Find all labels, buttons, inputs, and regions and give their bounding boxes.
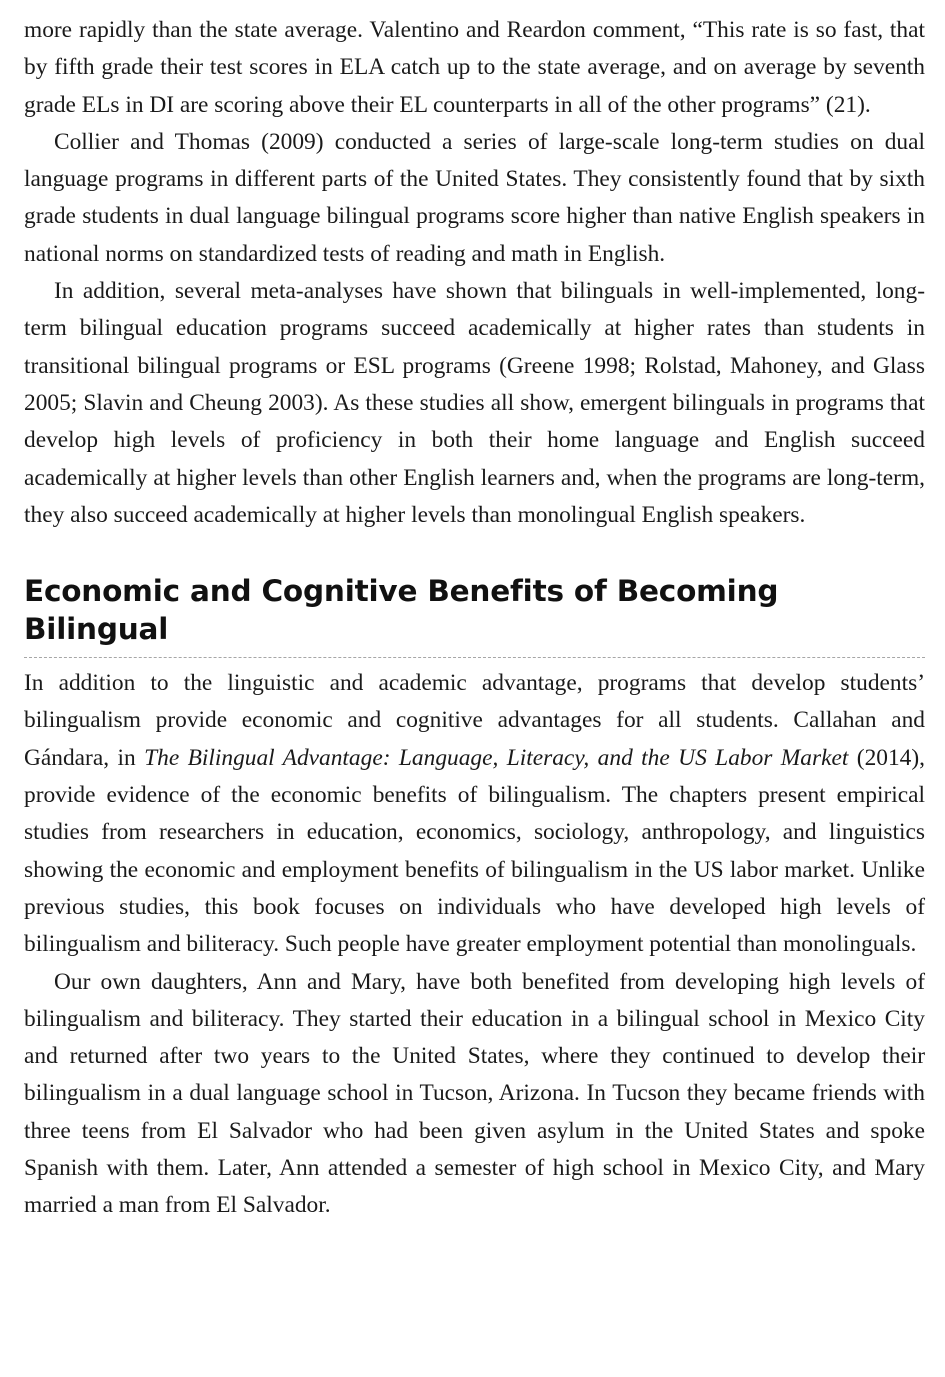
body-paragraph-collier-thomas: Collier and Thomas (2009) conducted a series of large-scale long-term studies on dual language programs in different parts of the United States. They consistently found that by sixth grade students in dual language bilingual programs score higher than native English speakers in national norms on standardized tests of reading and math in English. xyxy=(24,128,925,267)
paragraph-text-before-title: In addition to the linguistic and academic advantage, programs that develop students’ bilingualism provide economic and cognitive advantages for all students. Callahan and Gándara, in xyxy=(24,670,925,771)
body-paragraph-daughters: Our own daughters, Ann and Mary, have both benefited from developing high levels of bilingualism and biliteracy. They started their education in a bilingual school in Mexico City and returned after two years to the United States, where they continued to develop their bilingualism in a dual language school in Tucson, Arizona. In Tucson they became friends with three teens from El Salvador who had been given asylum in the United States and spoke Spanish with them. Later, Ann attended a semester of high school in Mexico City, and Mary married a man from El Salvador. xyxy=(24,968,925,1219)
book-page xyxy=(24,12,925,1225)
section-heading: Economic and Cognitive Benefits of Becoming Bilingual xyxy=(24,572,925,658)
paragraph-text-after-title: (2014), provide evidence of the economic benefits of bilingualism. The chapters present empirical studies from researchers in education, economics, sociology, anthropology, and linguistics showing the economic and employment benefits of bilingualism in the US labor market. Unlike previous studies, this book focuses on individuals who have developed high levels of bilingualism and biliteracy. Such people have greater employment potential than monolinguals. xyxy=(24,744,925,958)
section-body xyxy=(24,665,925,1224)
body-paragraph-continued: more rapidly than the state average. Valentino and Reardon comment, “This rate is so fast, that by fifth grade their test scores in ELA catch up to the state average, and on average by seventh grade ELs in DI are scoring above their EL counterparts in all of the other programs” (21). xyxy=(24,17,925,118)
book-title: The Bilingual Advantage: Language, Literacy, and the US Labor Market xyxy=(144,744,849,771)
body-paragraph-meta-analyses: In addition, several meta-analyses have shown that bilinguals in well-implemented, long-term bilingual education programs succeed academically at higher rates than students in transitional bilingual programs or ESL programs (Greene 1998; Rolstad, Mahoney, and Glass 2005; Slavin and Cheung 2003). As these studies all show, emergent bilinguals in programs that develop high levels of proficiency in both their home language and English succeed academically at higher levels than other English learners and, when the programs are long-term, they also succeed academically at higher levels than monolingual English speakers. xyxy=(24,278,925,528)
body-paragraph-economic-benefits xyxy=(24,665,925,963)
